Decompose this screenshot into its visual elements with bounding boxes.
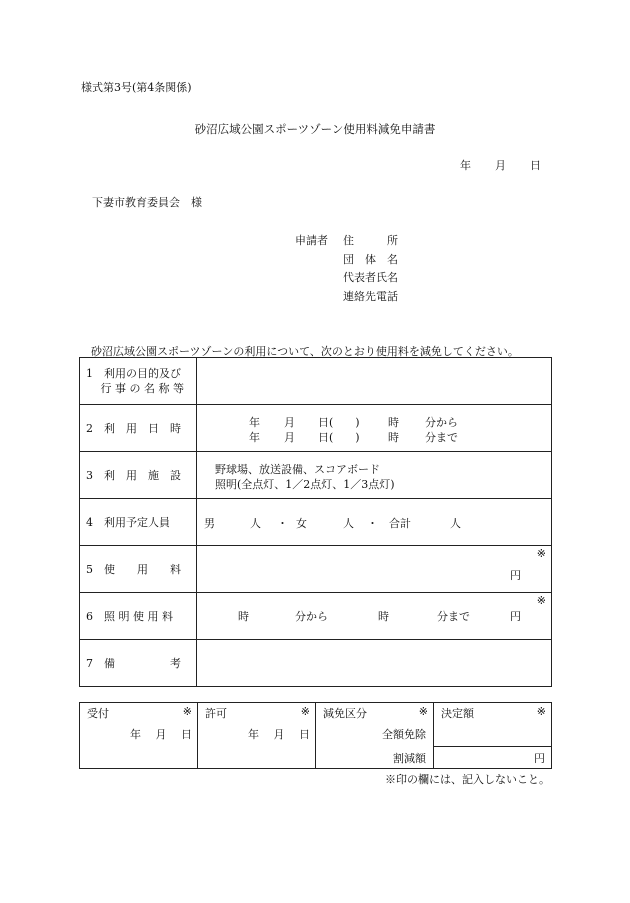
row-datetime <box>80 405 552 452</box>
reception-label: 受付 <box>87 707 109 720</box>
attendance-label: 4 利用予定人員 <box>80 499 197 546</box>
purpose-label <box>80 358 197 405</box>
reduction-cell <box>316 703 434 769</box>
office-use-mark: ※ <box>418 705 428 718</box>
purpose-label-line2: 行 事 の 名 称 等 <box>86 382 184 395</box>
lighting-end-hour: 時 <box>378 610 389 623</box>
dt-end-hour: 時 <box>388 431 399 444</box>
facility-options-line2: 照明(全点灯、1／2点灯、1／3点灯) <box>215 478 395 491</box>
permission-cell <box>198 703 316 769</box>
row-attendance <box>80 499 552 546</box>
page-title: 砂沼広域公園スポーツゾーン使用料減免申請書 <box>194 122 436 136</box>
total-label: 合計 <box>389 517 411 530</box>
purpose-field[interactable] <box>197 358 552 405</box>
row-purpose <box>80 358 552 405</box>
datetime-label: 2 利 用 日 時 <box>80 405 197 452</box>
permission-date: 年 月 日 <box>248 728 310 741</box>
dt-end-day: 日( ) <box>318 431 360 444</box>
footnote: ※印の欄には、記入しないこと。 <box>385 773 550 786</box>
applicant-representative-field: 代表者氏名 <box>343 271 398 284</box>
office-use-mark: ※ <box>536 594 546 607</box>
male-label: 男 <box>204 517 215 530</box>
addressee: 下妻市教育委員会 様 <box>92 196 202 209</box>
lighting-fee-field[interactable] <box>197 593 552 640</box>
attendance-field[interactable] <box>197 499 552 546</box>
female-unit: 人 <box>343 517 354 530</box>
remarks-field[interactable] <box>197 640 552 687</box>
form-number: 様式第3号(第4条関係) <box>81 81 192 94</box>
permission-label: 許可 <box>205 707 227 720</box>
applicant-group-name-field: 団 体 名 <box>343 253 398 266</box>
dt-end-month: 月 <box>284 431 295 444</box>
reception-cell <box>80 703 198 769</box>
decided-yen-unit: 円 <box>534 752 545 765</box>
row-facility <box>80 452 552 499</box>
dt-start-day: 日( ) <box>318 416 360 429</box>
facility-options-line1: 野球場、放送設備、スコアボード <box>215 463 380 476</box>
lighting-start-hour: 時 <box>238 610 249 623</box>
date-year: 年 <box>460 159 471 172</box>
divider <box>434 746 551 747</box>
decided-amount-cell <box>434 703 552 769</box>
separator-dot: ・ <box>367 517 378 530</box>
male-unit: 人 <box>250 517 261 530</box>
row-remarks <box>80 640 552 687</box>
datetime-field[interactable] <box>197 405 552 452</box>
office-use-table <box>79 702 552 769</box>
row-fee <box>80 546 552 593</box>
dt-end-year: 年 <box>249 431 260 444</box>
date-month: 月 <box>495 159 506 172</box>
application-table <box>79 357 552 687</box>
lighting-yen-unit: 円 <box>510 610 521 623</box>
lighting-end-min: 分まで <box>437 610 470 623</box>
office-use-mark: ※ <box>536 547 546 560</box>
dt-end-min: 分まで <box>425 431 458 444</box>
female-label: 女 <box>296 517 307 530</box>
applicant-address-field: 住 所 <box>343 234 398 247</box>
fee-field[interactable] <box>197 546 552 593</box>
dt-start-hour: 時 <box>388 416 399 429</box>
lighting-start-min: 分から <box>295 610 328 623</box>
total-unit: 人 <box>450 517 461 530</box>
applicant-phone-field: 連絡先電話 <box>343 290 398 303</box>
separator-dot: ・ <box>277 517 288 530</box>
date-day: 日 <box>530 159 541 172</box>
facility-label: 3 利 用 施 設 <box>80 452 197 499</box>
row-lighting-fee <box>80 593 552 640</box>
fee-label: 5 使 用 料 <box>80 546 197 593</box>
purpose-label-line1: 1 利用の目的及び <box>86 367 181 380</box>
fee-yen-unit: 円 <box>510 569 521 582</box>
office-use-mark: ※ <box>300 705 310 718</box>
intro-text: 砂沼広域公園スポーツゾーンの利用について、次のとおり使用料を減免してください。 <box>91 345 519 358</box>
applicant-label: 申請者 <box>295 234 328 247</box>
office-use-mark: ※ <box>536 705 546 718</box>
dt-start-month: 月 <box>284 416 295 429</box>
full-exemption-option: 全額免除 <box>382 728 426 741</box>
reduction-type-label: 減免区分 <box>323 707 367 720</box>
lighting-fee-label: 6 照 明 使 用 料 <box>80 593 197 640</box>
partial-reduction-option: 割減額 <box>393 752 426 765</box>
office-use-mark: ※ <box>182 705 192 718</box>
decided-amount-label: 決定額 <box>441 707 474 720</box>
remarks-label: 7 備 考 <box>80 640 197 687</box>
facility-field[interactable] <box>197 452 552 499</box>
dt-start-year: 年 <box>249 416 260 429</box>
reception-date: 年 月 日 <box>130 728 192 741</box>
dt-start-min: 分から <box>425 416 458 429</box>
